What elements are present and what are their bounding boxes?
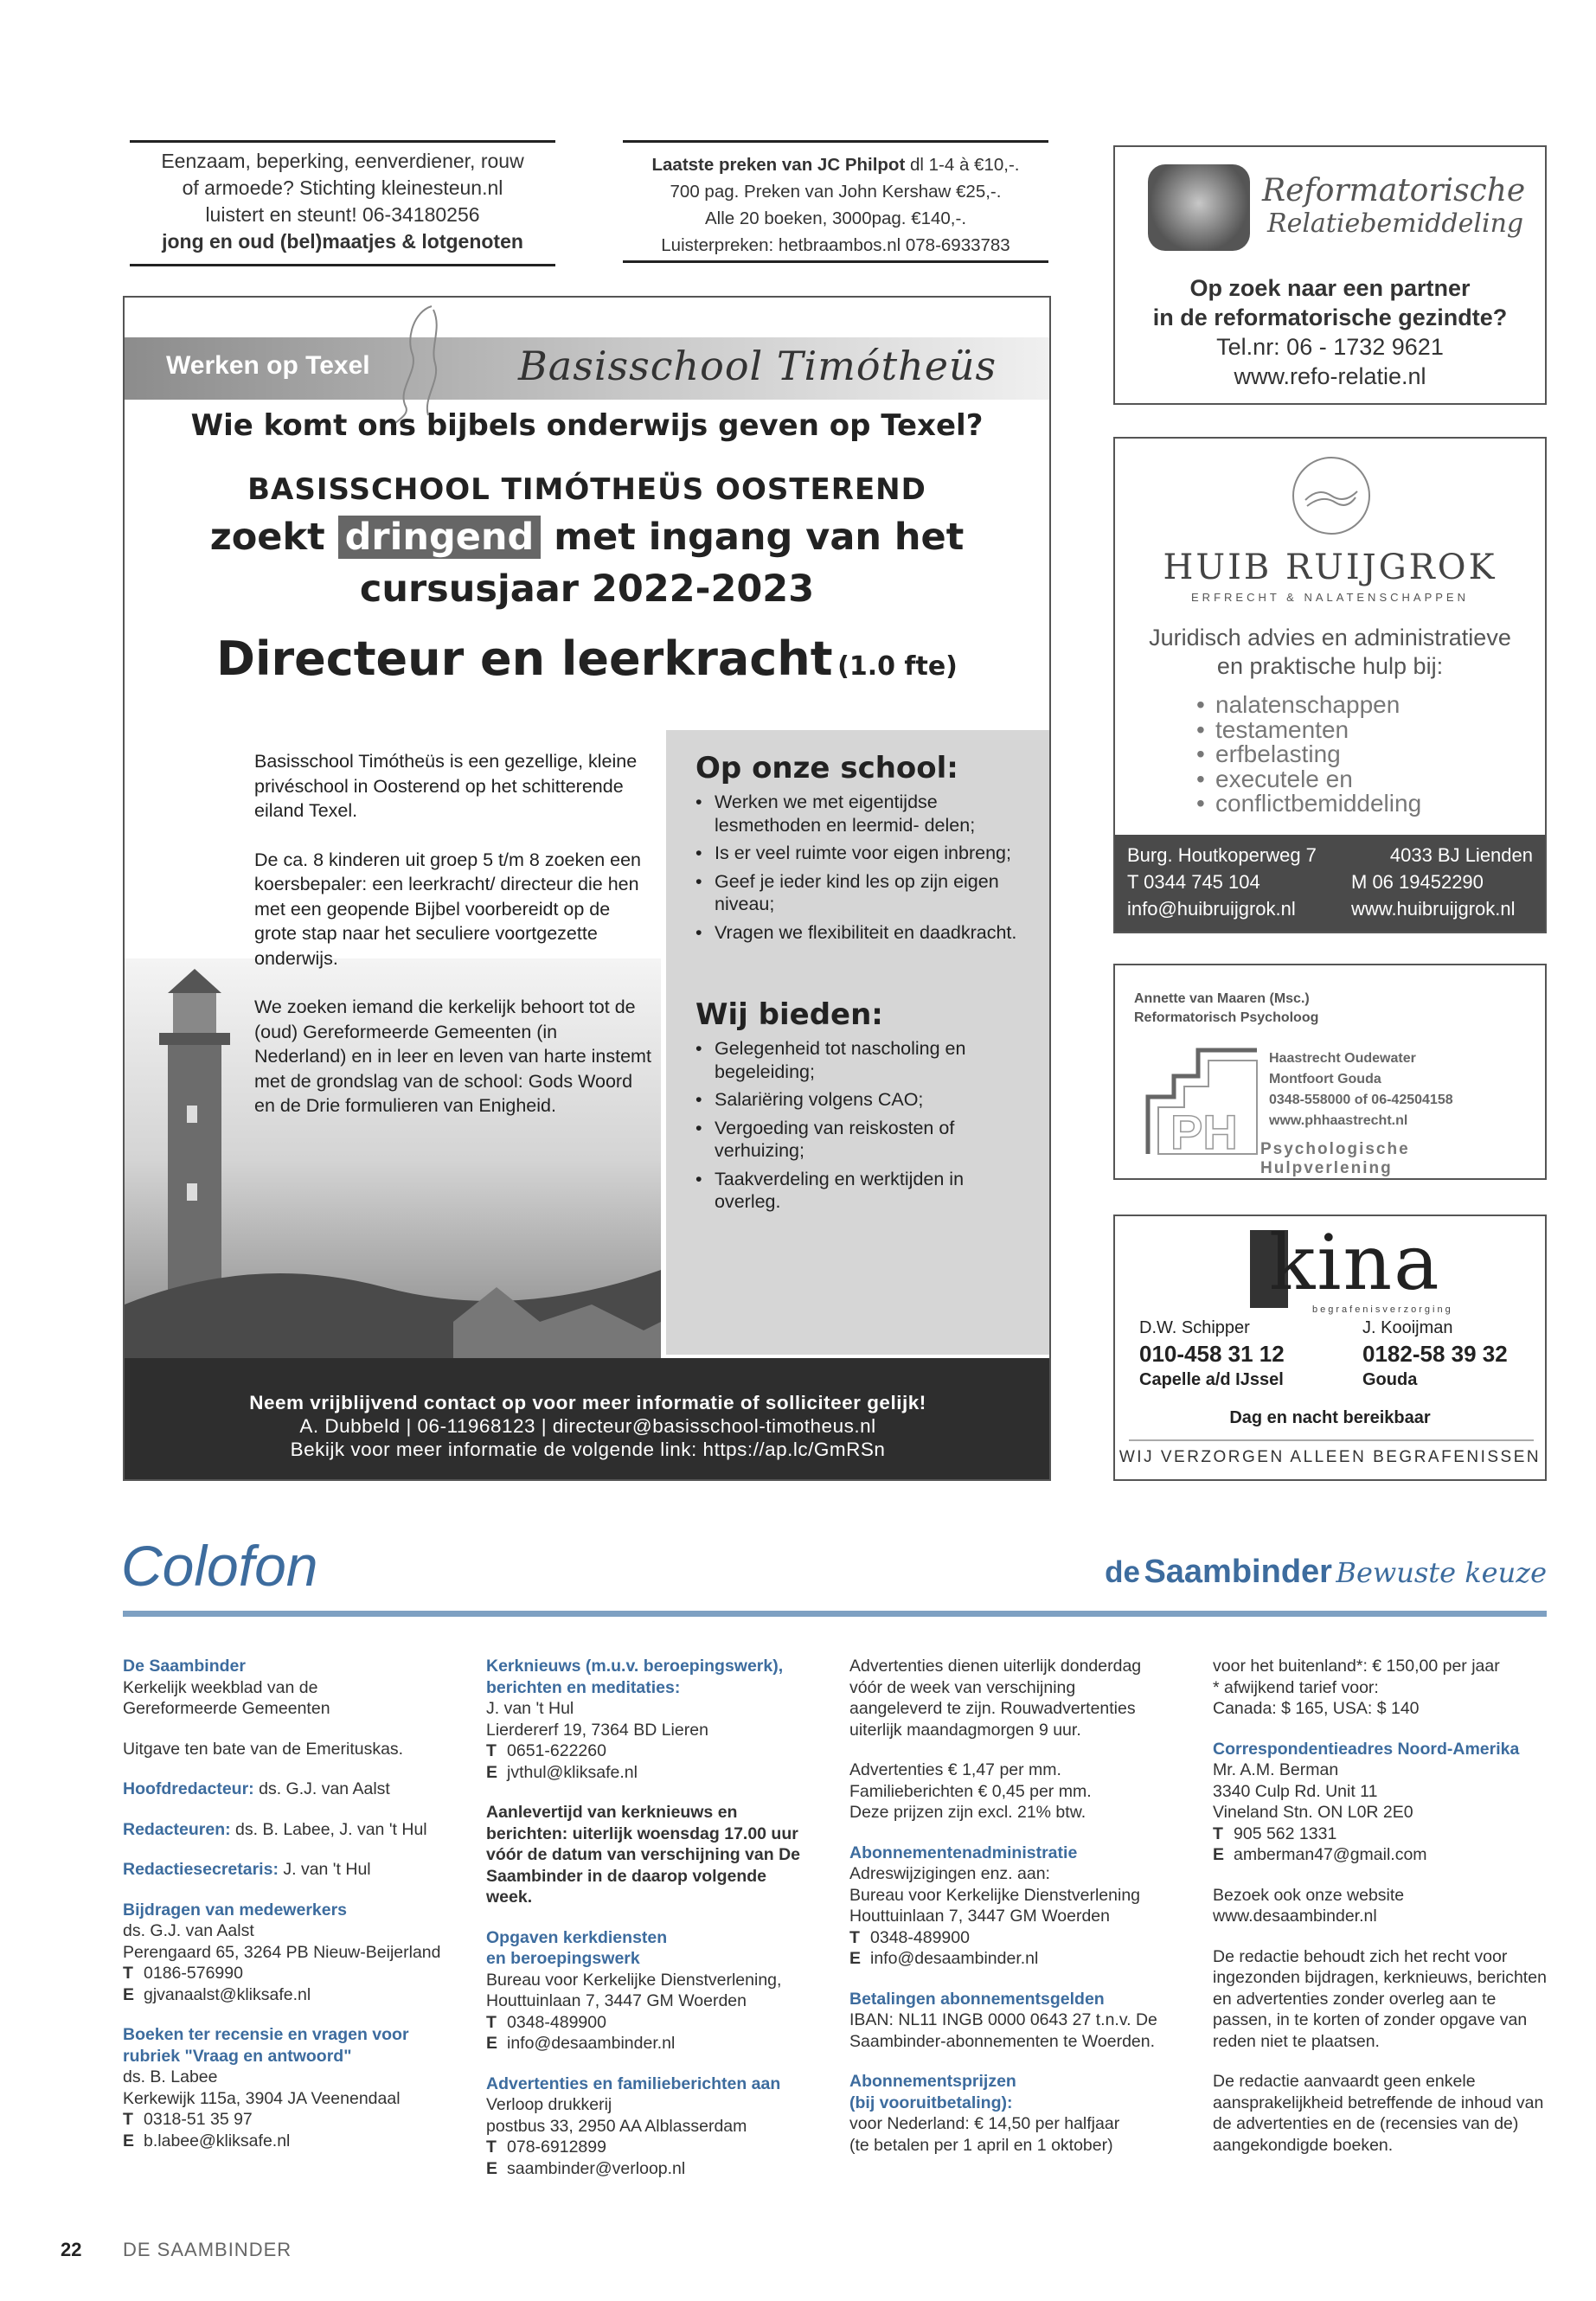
- ph-logo: PH: [1144, 1045, 1260, 1157]
- refo-logo-image: [1148, 164, 1250, 251]
- colofon-col-1: De Saambinder Kerkelijk weekblad van de Gereformeerde Gemeenten Uitgave ten bate van de Emerituskas. Hoofdredacteur: ds. G.J. van Aalst Redacteuren: ds. B. Labee, J. van 't Hul Redactiesecretaris: J. van 't Hul Bijdragen van medewerkers ds. G.J. van Aalst Perengaard 65, 3264 PB Nieuw-Beijerland T 0186-576990 E gjvanaalst@kliksafe.nl Boeken ter recensie en vragen voor rubriek "Vraag en antwoord" ds. B. Labee Kerkewijk 115a, 3904 JA Veenendaal T 0318-51 35 97 E b.labee@kliksafe.nl: [123, 1657, 441, 2150]
- texel-banner: Werken op Texel Basisschool Timótheüs: [125, 337, 1051, 400]
- handshake-icon: [1288, 452, 1375, 539]
- huib-services-list: • nalatenschappen • testamenten • erfbelasting • executele en • conflictbemiddeling: [1193, 693, 1421, 817]
- huib-name: HUIB RUIJGROK: [1163, 548, 1497, 587]
- publication-name: DE SAAMBINDER: [123, 2239, 292, 2260]
- ad-huib-ruijgrok: HUIB RUIJGROK ERFRECHT & NALATENSCHAPPEN Juridisch advies en administratieve en praktische hulp bij: • nalatenschappen • testamenten • erfbelasting • executele en • conflictbemiddeling Burg. Houtkoperweg 7 4033 BJ Lienden T 0344 745 104 M 06 19452290 info@huibruijgrok.nl www.huibruijgrok.nl: [1113, 437, 1547, 933]
- ad-ph-psycholoog: Annette van Maaren (Msc.) Reformatorisch Psycholoog PH Haastrecht Oudewater Montfoort Gouda 0348-558000 of 06-42504158 www.phhaastrecht.nl Psychologische Hulpverlening: [1113, 964, 1547, 1180]
- refo-logo-text: Reformatorische Relatiebemiddeling: [1262, 173, 1526, 239]
- colofon-col-3: Advertenties dienen uiterlijk donderdag vóór de week van verschijning aangeleverd te zijn. Rouwadvertenties uiterlijk maandagmorgen 9 uur. Advertenties € 1,47 per mm. Familieberichten € 0,45 per mm. Deze prijzen zijn excl. 21% btw. Abonnementenadministratie Adreswijzigingen enz. aan: Bureau voor Kerkelijke Dienstverlening Houttuinlaan 7, 3447 GM Woerden T 0348-489900 E info@desaambinder.nl Betalingen abonnementsgelden IBAN: NL11 INGB 0000 0643 27 t.n.v. De Saambinder-abonnementen te Woerden. Abonnementsprijzen (bij vooruitbetaling): voor Nederland: € 14,50 per halfjaar (te betalen per 1 april en 1 oktober): [849, 1657, 1157, 2155]
- colofon-rule: [123, 1611, 1547, 1617]
- page-number: 22: [61, 2239, 82, 2260]
- kina-logo: kina begrafenisverzorging: [1250, 1225, 1440, 1311]
- saambinder-brand: de Saambinder Bewuste keuze: [1105, 1554, 1547, 1590]
- ad-texel-vacature: Werken op Texel Basisschool Timótheüs Wie komt ons bijbels onderwijs geven op Texel? BASISSCHOOL TIMÓTHEÜS OOSTEREND zoekt dringend met ingang van het cursusjaar 2022-2023 Directeur en leerkracht (1.0 fte) Basisschool Timótheüs is een gezellige, kleine privéschool in Oosterend op het schitterende eiland Texel. De ca. 8 kinderen uit groep 5 t/m 8 zoeken een koersbepaler: een leerkracht/ directeur die hen met een geopende Bijbel voorbereidt op de grote stap naar het seculiere voortgezette onderwijs. We zoeken iemand die kerkelijk behoort tot de (oud) Gereformeerde Gemeenten (in Nederland) en in leer en leven van harte instemt met de grondslag van de school: Gods Woord en de Drie formulieren van Enigheid. Op onze school: • Werken we met eigentijdse lesmethoden en leermid- delen; • Is er veel ruimte voor eigen inbreng; • Geef je ieder kind les op zijn eigen niveau; • Vragen we flexibiliteit en daadkracht. Wij bieden: • Gelegenheid tot nascholing en begeleiding; • Salariëring volgens CAO; • Vergoeding van reiskosten of verhuizing; • Taakverdeling en werktijden in overleg. Neem vrijblijvend contact op voor meer informatie of solliciteer gelijk! A. Dubbeld | 06-11968123 | directeur@basisschool-timotheus.nl Bekijk voor meer informatie de volgende link: https://ap.lc/GmRSn: [123, 296, 1051, 1481]
- school-logo-text: Basisschool Timótheüs: [518, 343, 997, 389]
- ad-refo-relatie: Reformatorische Relatiebemiddeling Op zoek naar een partner in de reformatorische gezindte? Tel.nr: 06 - 1732 9621 www.refo-relatie.nl: [1113, 145, 1547, 405]
- texel-contact-bar: Neem vrijblijvend contact op voor meer informatie of solliciteer gelijk! A. Dubbeld | 06-11968123 | directeur@basisschool-timotheus.nl Bekijk voor meer informatie de volgende link: https://ap.lc/GmRSn: [125, 1358, 1051, 1481]
- huib-contact-bar: Burg. Houtkoperweg 7 4033 BJ Lienden T 0344 745 104 M 06 19452290 info@huibruijgrok.nl www.huibruijgrok.nl: [1115, 835, 1545, 932]
- ad-philpot-preken: Laatste preken van JC Philpot dl 1-4 à €10,-. 700 pag. Preken van John Kershaw €25,-. Alle 20 boeken, 3000pag. €140,-. Luisterpreken: hetbraambos.nl 078-6933783: [623, 140, 1048, 263]
- colofon-col-2: Kerknieuws (m.u.v. beroepingswerk), berichten en meditaties: J. van 't Hul Lierdererf 19, 7364 BD Lieren T 0651-622260 E jvthul@kliksafe.nl Aanlevertijd van kerknieuws en berichten: uiterlijk woensdag 17.00 uur vóór de datum van verschijning van De Saambinder in de daarop volgende week. Opgaven kerkdiensten en beroepingswerk Bureau voor Kerkelijke Dienstverlening, Houttuinlaan 7, 3447 GM Woerden T 0348-489900 E info@desaambinder.nl Advertenties en familieberichten aan Verloop drukkerij postbus 33, 2950 AA Alblasserdam T 078-6912899 E saambinder@verloop.nl: [486, 1657, 801, 2178]
- texel-school-box: Op onze school: • Werken we met eigentijdse lesmethoden en leermid- delen; • Is er veel ruimte voor eigen inbreng; • Geef je ieder kind les op zijn eigen niveau; • Vragen we flexibiliteit en daadkracht. Wij bieden: • Gelegenheid tot nascholing en begeleiding; • Salariëring volgens CAO; • Vergoeding van reiskosten of verhuizing; • Taakverdeling en werktijden in overleg.: [666, 730, 1051, 1355]
- ad-kleinesteun: Eenzaam, beperking, eenverdiener, rouw of armoede? Stichting kleinesteun.nl luistert en steunt! 06-34180256 jong en oud (bel)maatjes & lotgenoten: [130, 140, 555, 266]
- colofon-title: Colofon: [121, 1534, 318, 1598]
- ad-kina: kina begrafenisverzorging D.W. Schipper 010-458 31 12 Capelle a/d IJssel J. Kooijman 0182-58 39 32 Gouda Dag en nacht bereikbaar WIJ VERZORGEN ALLEEN BEGRAFENISSEN: [1113, 1215, 1547, 1481]
- colofon-col-4: voor het buitenland*: € 150,00 per jaar * afwijkend tarief voor: Canada: $ 165, USA: $ 140 Correspondentieadres Noord-Amerika Mr. A.M. Berman 3340 Culp Rd. Unit 11 Vineland Stn. ON L0R 2E0 T 905 562 1331 E amberman47@gmail.com Bezoek ook onze website www.desaambinder.nl De redactie behoudt zich het recht voor ingezonden bijdragen, kerknieuws, berichten en advertenties zonder overleg aan te passen, in te korten of zonder opgave van reden niet te plaatsen. De redactie aanvaardt geen enkele aansprakelijkheid betreffende de inhoud van de advertenties en de (recensies van de) aangekondigde boeken.: [1213, 1657, 1547, 2155]
